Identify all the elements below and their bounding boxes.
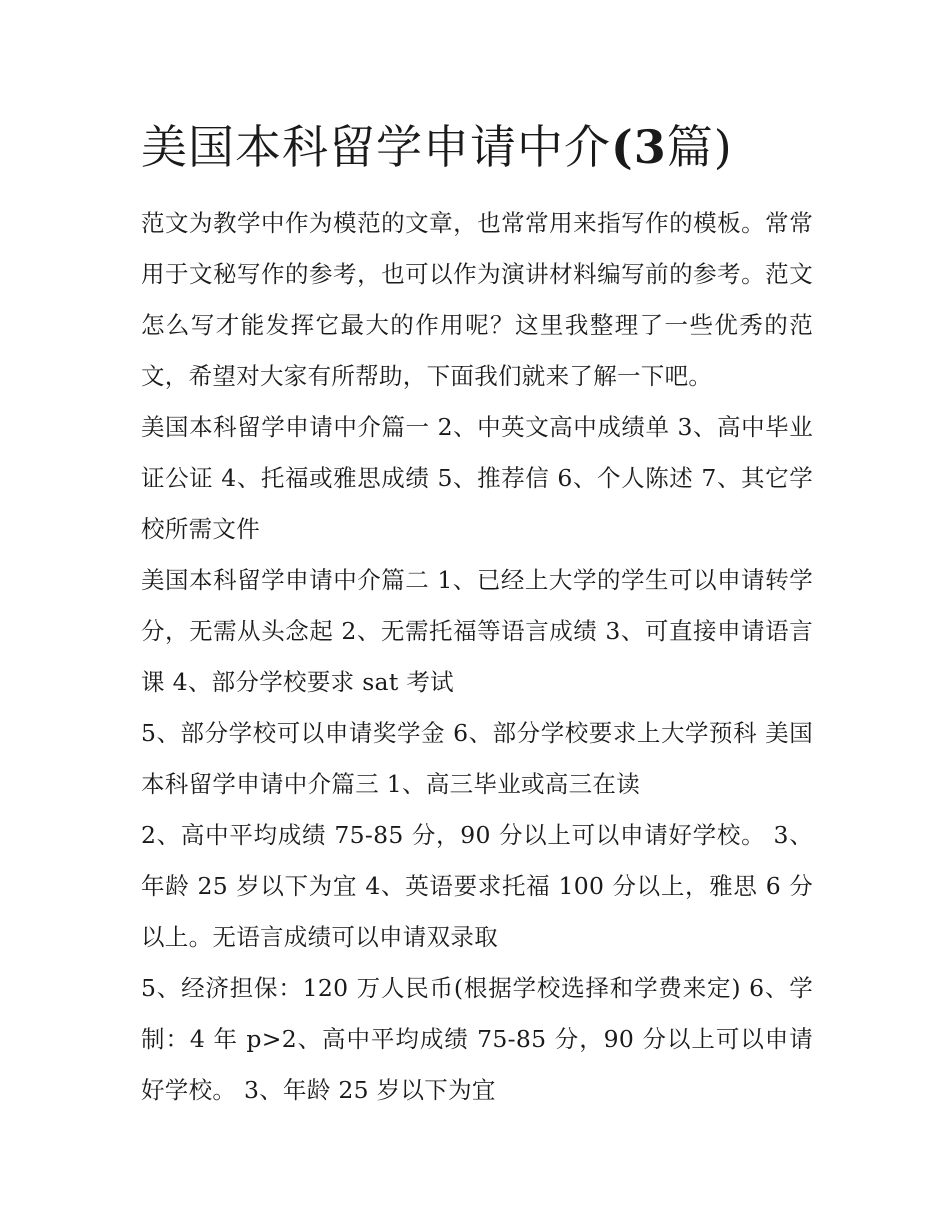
article-three-paragraph: 5、部分学校可以申请奖学金 6、部分学校要求上大学预科 美国本科留学申请中介篇三 1、高三毕业或高三在读 — [141, 719, 813, 798]
article-two-paragraph: 美国本科留学申请中介篇二 1、已经上大学的学生可以申请转学分，无需从头念起 2、无需托福等语言成绩 3、可直接申请语言课 4、部分学校要求 sat 考试 — [141, 566, 813, 696]
finance-paragraph: 5、经济担保：120 万人民币(根据学校选择和学费来定) 6、学制：4 年 p>2、高中平均成绩 75-85 分，90 分以上可以申请好学校。 3、年龄 25 岁以下为宜 — [141, 974, 813, 1104]
intro-paragraph: 范文为教学中作为模范的文章，也常常用来指写作的模板。常常用于文秘写作的参考，也可以作为演讲材料编写前的参考。范文怎么写才能发挥它最大的作用呢？这里我整理了一些优秀的范文，希望对大家有所帮助，下面我们就来了解一下吧。 — [141, 209, 813, 390]
document-body — [141, 198, 813, 1116]
article-one-paragraph: 美国本科留学申请中介篇一 2、中英文高中成绩单 3、高中毕业证公证 4、托福或雅思成绩 5、推荐信 6、个人陈述 7、其它学校所需文件 — [141, 413, 813, 543]
document-page — [141, 112, 813, 1116]
document-title: 美国本科留学申请中介(3篇) — [141, 120, 733, 174]
requirements-paragraph: 2、高中平均成绩 75-85 分，90 分以上可以申请好学校。 3、年龄 25 岁以下为宜 4、英语要求托福 100 分以上，雅思 6 分以上。无语言成绩可以申请双录取 — [141, 821, 813, 951]
